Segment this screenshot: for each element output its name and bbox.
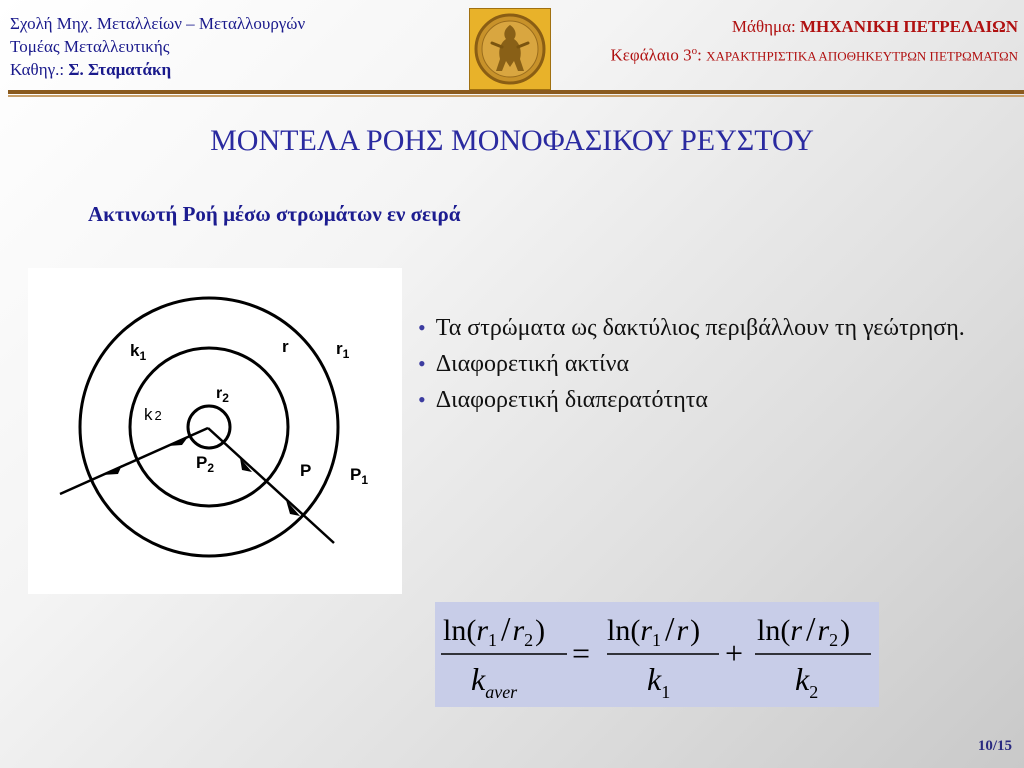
label-k2: k 2 — [144, 405, 162, 424]
header-divider — [8, 90, 1024, 94]
bullet-icon: • — [418, 387, 426, 412]
plus-sign: + — [725, 635, 744, 671]
slide-title: ΜΟΝΤΕΛΑ ΡΟΗΣ ΜΟΝΟΦΑΣΙΚΟΥ ΡΕΥΣΤΟΥ — [210, 124, 814, 157]
bullet-text: Τα στρώματα ως δακτύλιος περιβάλλουν τη γεώτρηση. — [435, 315, 965, 341]
frac1-numerator: $\ln(r_1$ $/r_2$) — [443, 611, 546, 650]
department-name: Τομέας Μεταλλευτικής — [10, 37, 170, 56]
chapter-label: Κεφάλαιο 3 — [610, 45, 692, 65]
radial-flow-diagram — [28, 268, 402, 594]
institution-block — [10, 12, 305, 81]
school-name: Σχολή Μηχ. Μεταλλείων – Μεταλλουργών — [10, 14, 306, 33]
average-permeability-formula — [435, 602, 879, 707]
label-p1: $P_1$ — [350, 465, 369, 487]
frac2-denominator: $k_1$ — [647, 661, 671, 702]
professor-line — [10, 58, 305, 81]
label-p2: $P_2$ — [196, 453, 215, 475]
middle-circle — [130, 348, 288, 506]
bullet-item — [418, 346, 1008, 382]
frac1-denominator: $k_{aver}$ — [471, 661, 518, 702]
coin-emblem-icon — [470, 9, 550, 89]
university-logo — [469, 8, 551, 90]
bullet-icon: • — [418, 315, 426, 340]
formula-svg — [435, 602, 879, 707]
frac3-numerator: ln(r $/r_2$) — [757, 611, 851, 650]
bullet-item — [418, 382, 1008, 418]
label-r: r — [282, 337, 289, 356]
flow-arrow-left-1 — [102, 465, 122, 475]
chapter-ordinal: ο — [691, 45, 698, 57]
header-divider-accent — [8, 95, 1024, 97]
bullet-list — [418, 310, 1008, 418]
bullet-icon: • — [418, 351, 426, 376]
bullet-text: Διαφορετική διαπερατότητα — [435, 387, 708, 413]
frac3-denominator: $k_2$ — [795, 661, 819, 702]
professor-prefix: Καθηγ.: — [10, 60, 65, 79]
flow-line-right — [208, 428, 334, 543]
page-number: 10/15 — [977, 738, 1012, 754]
bullet-text: Διαφορετική ακτίνα — [435, 351, 630, 377]
label-k1: $k_1$ — [130, 341, 147, 363]
professor-name: Σ. Σταματάκη — [68, 60, 172, 79]
outer-circle — [80, 298, 338, 556]
bullet-item — [418, 310, 1008, 346]
chapter-line — [610, 39, 1018, 69]
course-label: Μάθημα: — [731, 17, 796, 36]
label-p: P — [300, 461, 312, 480]
flow-line-left — [60, 428, 208, 494]
chapter-colon: : — [697, 45, 702, 65]
chapter-title: ΧΑΡΑΚΤΗΡΙΣΤΙΚΑ ΑΠΟΘΗΚΕΥΤΡΩΝ ΠΕΤΡΩΜΑΤΩΝ — [706, 48, 1018, 64]
label-r2: $r_2$ — [216, 385, 229, 405]
course-name: ΜΗΧΑΝΙΚΗ ΠΕΤΡΕΛΑΙΩΝ — [799, 17, 1018, 36]
course-line — [610, 14, 1018, 39]
label-r1: $r_1$ — [336, 339, 350, 361]
course-info — [610, 14, 1018, 69]
frac2-numerator: $\ln(r_1$ /r) — [607, 611, 701, 650]
concentric-layers-svg — [28, 268, 402, 594]
equals-sign: = — [572, 635, 591, 671]
slide-subtitle: Ακτινωτή Ροή μέσω στρωμάτων εν σειρά — [88, 202, 461, 226]
